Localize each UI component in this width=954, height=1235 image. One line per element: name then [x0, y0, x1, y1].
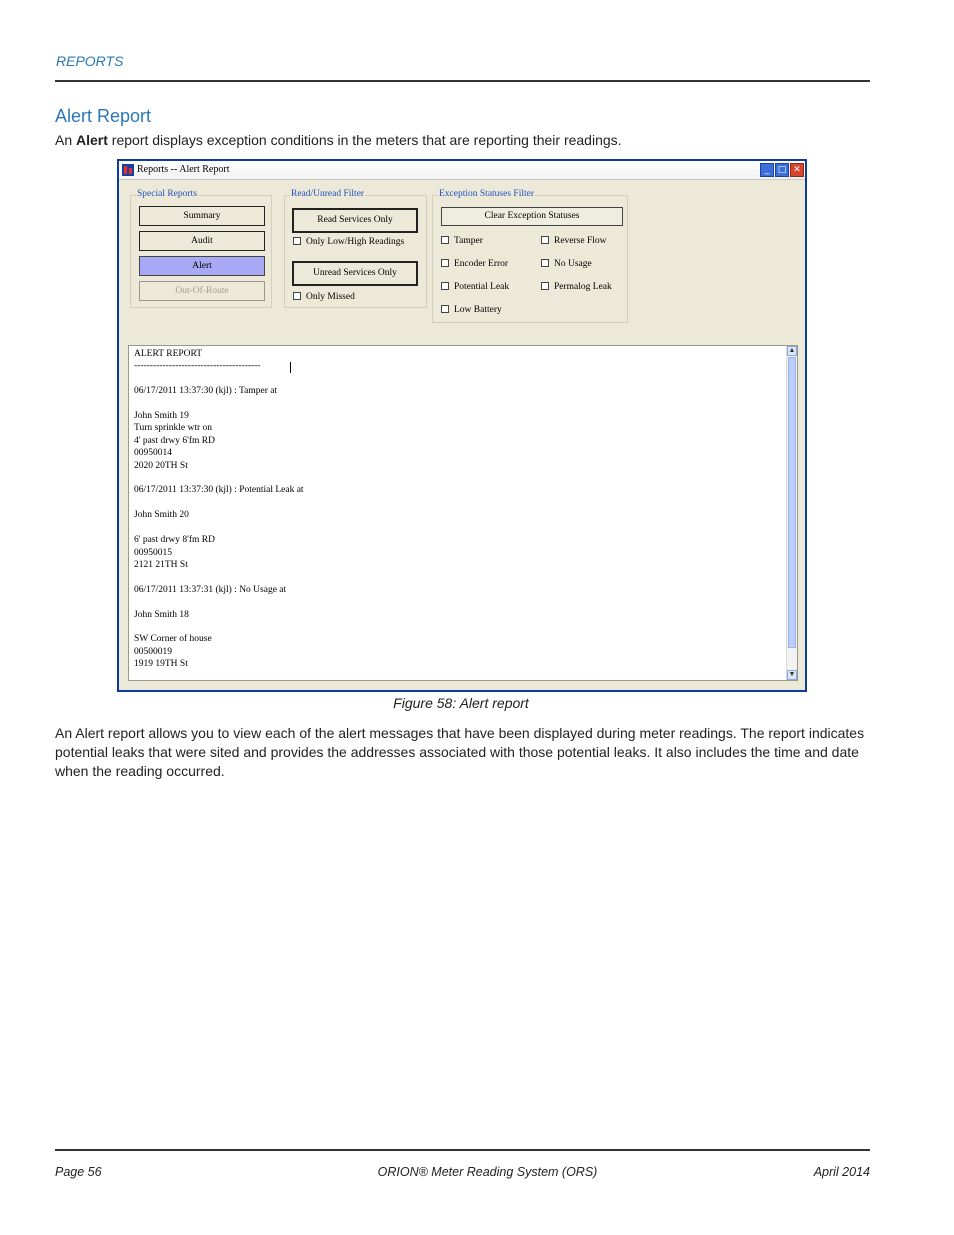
special-reports-group: [130, 189, 272, 308]
checkbox-box: [541, 259, 549, 267]
footer-date: April 2014: [813, 1165, 870, 1179]
report-line: 00500019: [134, 646, 172, 657]
maximize-button[interactable]: □: [775, 163, 789, 177]
report-text-area[interactable]: [128, 345, 798, 681]
potential-leak-checkbox[interactable]: [441, 282, 509, 292]
checkbox-box: [441, 282, 449, 290]
report-line: 06/17/2011 13:37:30 (kjl) : Tamper at: [134, 386, 278, 397]
low-battery-checkbox[interactable]: [441, 305, 502, 315]
report-line: 4' past drwy 6'fm RD: [134, 435, 216, 446]
report-line: 06/17/2011 13:37:30 (kjl) : Potential Leak at: [134, 485, 304, 496]
checkbox-box: [293, 292, 301, 300]
close-button[interactable]: ✕: [790, 163, 804, 177]
report-line: ALERT REPORT: [134, 349, 203, 359]
report-line: [134, 497, 304, 509]
exception-statuses-filter-group: [432, 189, 628, 323]
read-services-only-button[interactable]: Read Services Only: [292, 208, 418, 233]
report-line: 6' past drwy 8'fm RD: [134, 535, 216, 546]
checkbox-label: Only Missed: [306, 292, 355, 302]
report-line: John Smith 18: [134, 609, 189, 620]
section-header: REPORTS: [56, 53, 124, 69]
audit-button[interactable]: Audit: [139, 231, 265, 251]
description-paragraph: An Alert report allows you to view each of the alert messages that have been displayed during meter readings. The report indicates potential leaks that were sited and provides the addresses associated with those potential leaks. It also includes the time and date when the reading occurred.: [55, 725, 865, 779]
scroll-thumb[interactable]: [788, 357, 796, 648]
report-line: 00950015: [134, 547, 172, 558]
report-line: [134, 571, 304, 583]
checkbox-label: Reverse Flow: [554, 236, 607, 246]
report-line: 06/17/2011 13:37:31 (kjl) : No Usage at: [134, 584, 287, 595]
report-line: John Smith 19: [134, 411, 189, 422]
intro-text: An Alert report displays exception conditions in the meters that are reporting their readings.: [55, 132, 622, 148]
report-line: [134, 373, 304, 385]
alert-button[interactable]: Alert: [139, 256, 265, 276]
report-line: Turn sprinkle wtr on: [134, 423, 213, 434]
read-unread-filter-title: Read/Unread Filter: [291, 189, 365, 199]
report-line: 2020 20TH St: [134, 460, 188, 471]
section-title: Alert Report: [55, 106, 152, 126]
report-line: 1919 19TH St: [134, 659, 188, 670]
exception-statuses-filter-title: Exception Statuses Filter: [439, 189, 534, 199]
no-usage-checkbox[interactable]: [541, 259, 592, 269]
figure-caption: Figure 58: Alert report: [393, 695, 529, 711]
window-title: Reports -- Alert Report: [137, 164, 230, 175]
only-low-high-readings-checkbox[interactable]: [293, 237, 404, 247]
checkbox-label: Encoder Error: [454, 259, 509, 269]
checkbox-box: [441, 305, 449, 313]
footer-page: Page 56: [55, 1165, 102, 1179]
checkbox-box: [541, 236, 549, 244]
checkbox-box: [441, 259, 449, 267]
report-line: [134, 621, 304, 633]
clear-exception-statuses-button[interactable]: Clear Exception Statuses: [441, 207, 623, 226]
footer-product: ORION® Meter Reading System (ORS): [377, 1165, 598, 1179]
report-scrollbar[interactable]: [786, 346, 797, 680]
tamper-checkbox[interactable]: [441, 236, 483, 246]
header-rule: [55, 80, 870, 82]
report-line: [134, 596, 304, 608]
checkbox-box: [293, 237, 301, 245]
checkbox-label: Low Battery: [454, 305, 502, 315]
scroll-up-arrow-icon[interactable]: ▲: [788, 347, 796, 354]
report-line: [134, 472, 304, 484]
report-line: John Smith 20: [134, 510, 189, 521]
checkbox-box: [541, 282, 549, 290]
scroll-down-arrow-icon[interactable]: ▼: [788, 671, 796, 678]
checkbox-label: No Usage: [554, 259, 592, 269]
checkbox-label: Only Low/High Readings: [306, 237, 405, 247]
footer-rule: [55, 1149, 870, 1151]
reverse-flow-checkbox[interactable]: [541, 236, 607, 246]
report-line: ----------------------------------------: [134, 361, 261, 372]
checkbox-label: Potential Leak: [454, 282, 510, 292]
report-line: 2121 21TH St: [134, 559, 188, 570]
text-caret: [290, 362, 291, 373]
read-unread-filter-group: [284, 189, 427, 308]
encoder-error-checkbox[interactable]: [441, 259, 508, 269]
unread-services-only-button[interactable]: Unread Services Only: [292, 261, 418, 286]
app-icon: [122, 164, 134, 176]
checkbox-box: [441, 236, 449, 244]
report-line: 00950014: [134, 448, 172, 459]
window-titlebar[interactable]: [119, 161, 805, 180]
only-missed-checkbox[interactable]: [293, 292, 355, 302]
report-line: [134, 522, 304, 534]
report-lines: [134, 348, 304, 671]
minimize-button[interactable]: _: [760, 163, 774, 177]
report-line: SW Corner of house: [134, 634, 212, 645]
reports-window: [117, 159, 807, 692]
checkbox-label: Permalog Leak: [554, 282, 612, 292]
permalog-leak-checkbox[interactable]: [541, 282, 612, 292]
out-of-route-button[interactable]: Out-Of-Route: [139, 281, 265, 301]
checkbox-label: Tamper: [454, 236, 483, 246]
report-line: [134, 398, 304, 410]
special-reports-title: Special Reports: [137, 189, 197, 199]
summary-button[interactable]: Summary: [139, 206, 265, 226]
